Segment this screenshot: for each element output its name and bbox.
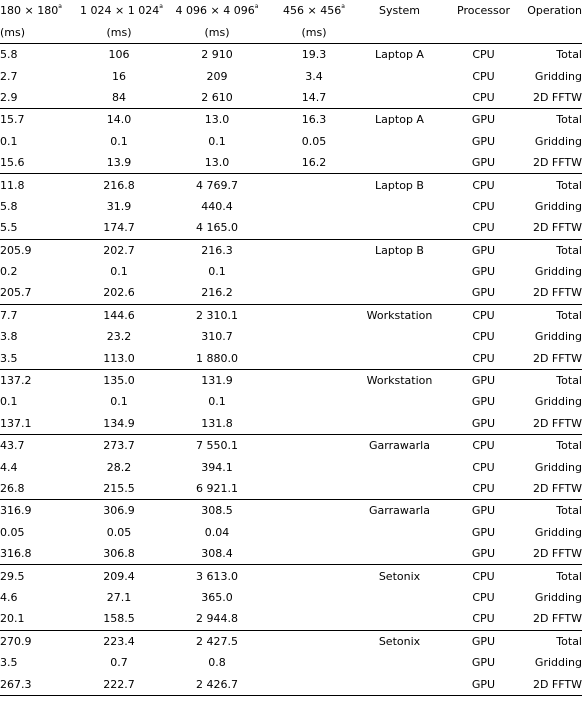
processor-cell: GPU [447,152,520,174]
value-456 [276,608,352,630]
value-180: 4.6 [0,590,18,604]
unit-label: (ms) [80,21,158,44]
value-456 [276,326,352,347]
table-row [0,44,582,66]
system-cell: Workstation [366,374,433,388]
operation-cell: Total [556,569,582,583]
value-180: 0.1 [0,134,18,148]
table-row [0,261,582,282]
value-456 [276,196,352,217]
table-row [0,131,582,152]
value-456 [276,435,352,457]
table-row [0,522,582,543]
value-1024: 113.0 [80,347,158,369]
table-row [0,652,582,673]
value-180: 2.7 [0,69,18,83]
processor-cell: GPU [471,134,496,148]
system-cell: Setonix [378,634,421,648]
value-4096: 209 [206,69,228,83]
column-header-1024: 1 024 × 1 024$^a$ [80,3,163,17]
processor-cell: GPU [471,395,496,409]
value-456: 14.7 [276,87,352,109]
system-cell [352,478,447,500]
value-456 [276,239,352,261]
value-4096: 0.1 [208,395,226,409]
system-cell [352,608,447,630]
system-cell: Garrawarla [369,439,430,453]
operation-cell: Gridding [534,199,582,213]
system-cell [352,543,447,565]
processor-cell: GPU [471,504,496,518]
value-180: 267.3 [0,673,80,695]
system-cell [352,391,447,412]
value-1024: 0.1 [110,265,128,279]
value-456 [276,369,352,391]
value-1024: 144.6 [103,308,135,322]
unit-label: (ms) [158,21,276,44]
system-cell [352,673,447,695]
table-row [0,196,582,217]
operation-cell: Total [556,439,582,453]
processor-cell: GPU [471,656,496,670]
table-row [0,391,582,412]
operation-cell: 2D FFTW [520,347,582,369]
value-4096: 131.9 [201,374,233,388]
value-4096: 216.3 [201,243,233,257]
value-180: 29.5 [0,569,25,583]
system-cell [352,131,447,152]
header-row [0,0,582,21]
value-180: 5.8 [0,48,18,62]
processor-cell: CPU [472,48,495,62]
value-180: 2.9 [0,87,80,109]
system-cell: Garrawarla [369,504,430,518]
value-4096: 2 944.8 [158,608,276,630]
operation-cell: Total [556,113,582,127]
value-1024: 31.9 [106,199,132,213]
processor-cell: GPU [447,543,520,565]
table-row [0,673,582,695]
system-cell [352,261,447,282]
value-180: 3.5 [0,656,18,670]
value-180: 137.2 [0,374,32,388]
operation-cell: Total [556,178,582,192]
value-4096: 365.0 [201,590,233,604]
system-cell [352,217,447,239]
table-row [0,65,582,86]
value-456: 3.4 [305,69,323,83]
value-1024: 27.1 [106,590,132,604]
value-1024: 135.0 [103,374,135,388]
table-row [0,565,582,587]
value-180: 0.05 [0,525,25,539]
value-4096: 3 613.0 [196,569,238,583]
processor-cell: CPU [472,590,495,604]
operation-cell: Gridding [534,395,582,409]
system-cell [352,413,447,435]
processor-cell: GPU [471,525,496,539]
value-1024: 0.1 [110,395,128,409]
value-180: 5.5 [0,217,80,239]
value-1024: 13.9 [80,152,158,174]
value-456 [276,282,352,304]
value-180: 205.9 [0,243,32,257]
value-1024: 202.7 [103,243,135,257]
column-header-operation: Operation [527,4,582,17]
system-cell: Workstation [366,308,433,322]
processor-cell: CPU [472,439,495,453]
system-cell: Setonix [378,569,421,583]
system-cell [352,347,447,369]
value-456 [276,261,352,282]
table-row [0,87,582,109]
value-1024: 0.05 [106,525,132,539]
processor-cell: GPU [471,113,496,127]
value-4096: 13.0 [158,152,276,174]
value-456 [276,413,352,435]
system-cell [352,456,447,477]
table-row [0,282,582,304]
column-header-4096: 4 096 × 4 096$^a$ [175,3,259,17]
value-1024: 158.5 [80,608,158,630]
value-456 [276,456,352,477]
operation-cell: 2D FFTW [520,543,582,565]
processor-cell: CPU [447,608,520,630]
value-180: 3.5 [0,347,80,369]
table-body [0,44,582,696]
table-row [0,456,582,477]
value-456 [276,522,352,543]
value-4096: 2 310.1 [196,308,238,322]
system-cell [352,282,447,304]
system-cell [352,65,447,86]
value-1024: 28.2 [106,460,132,474]
operation-cell: 2D FFTW [520,673,582,695]
processor-cell: CPU [472,308,495,322]
value-180: 11.8 [0,178,25,192]
value-180: 316.9 [0,504,32,518]
value-456 [276,652,352,673]
table-row [0,630,582,652]
processor-cell: GPU [471,374,496,388]
table-row [0,500,582,522]
processor-cell: GPU [471,265,496,279]
value-4096: 2 426.7 [158,673,276,695]
value-180: 15.7 [0,113,25,127]
value-4096: 0.1 [208,265,226,279]
value-456 [276,478,352,500]
processor-cell: CPU [447,347,520,369]
operation-cell: Gridding [534,330,582,344]
value-4096: 308.5 [201,504,233,518]
value-4096: 13.0 [204,113,230,127]
value-4096: 2 610 [158,87,276,109]
table-row [0,435,582,457]
value-4096: 216.2 [158,282,276,304]
table-row [0,587,582,608]
operation-cell: 2D FFTW [520,217,582,239]
value-456 [276,587,352,608]
value-1024: 84 [80,87,158,109]
operation-cell: Total [556,243,582,257]
value-456 [276,500,352,522]
value-180: 0.2 [0,265,18,279]
value-4096: 440.4 [201,199,233,213]
value-180: 5.8 [0,199,18,213]
operation-cell: Gridding [534,525,582,539]
processor-cell: CPU [472,199,495,213]
value-1024: 223.4 [103,634,135,648]
value-4096: 131.8 [158,413,276,435]
value-4096: 7 550.1 [196,439,238,453]
value-456: 16.3 [301,113,327,127]
table-row [0,413,582,435]
processor-cell: CPU [472,330,495,344]
value-180: 43.7 [0,439,25,453]
unit-label [520,21,582,44]
units-row [0,21,582,44]
value-456 [276,391,352,412]
system-cell: Laptop B [375,243,424,257]
table-row [0,217,582,239]
value-456: 19.3 [301,48,327,62]
table-row [0,109,582,131]
value-4096: 4 769.7 [196,178,238,192]
value-4096: 394.1 [201,460,233,474]
unit-label: (ms) [276,21,352,44]
operation-cell: Total [556,634,582,648]
value-1024: 215.5 [80,478,158,500]
value-180: 20.1 [0,608,80,630]
value-456 [276,673,352,695]
processor-cell: CPU [447,87,520,109]
system-cell [352,522,447,543]
operation-cell: Gridding [534,460,582,474]
value-1024: 273.7 [103,439,135,453]
processor-cell: CPU [447,217,520,239]
processor-cell: CPU [472,69,495,83]
operation-cell: Total [556,504,582,518]
operation-cell: 2D FFTW [520,152,582,174]
value-1024: 209.4 [103,569,135,583]
value-456 [276,543,352,565]
operation-cell: 2D FFTW [520,608,582,630]
value-456 [276,347,352,369]
unit-label [352,21,447,44]
value-180: 0.1 [0,395,18,409]
value-180: 270.9 [0,634,32,648]
value-456: 16.2 [276,152,352,174]
operation-cell: Total [556,374,582,388]
value-180: 205.7 [0,282,80,304]
table-row [0,608,582,630]
processor-cell: GPU [447,673,520,695]
column-header-180: $180 \times 180^a$ [0,3,62,17]
value-4096: 1 880.0 [158,347,276,369]
table-row [0,369,582,391]
value-4096: 0.8 [208,656,226,670]
value-180: 15.6 [0,152,80,174]
operation-cell: Gridding [534,265,582,279]
value-4096: 4 165.0 [158,217,276,239]
value-1024: 216.8 [103,178,135,192]
operation-cell: Gridding [534,134,582,148]
value-1024: 202.6 [80,282,158,304]
value-1024: 222.7 [80,673,158,695]
unit-label [447,21,520,44]
value-1024: 174.7 [80,217,158,239]
system-cell [352,326,447,347]
table-row [0,239,582,261]
value-180: 26.8 [0,478,80,500]
table-row [0,152,582,174]
value-180: 4.4 [0,460,18,474]
processor-cell: GPU [471,243,496,257]
value-1024: 306.9 [103,504,135,518]
value-1024: 306.8 [80,543,158,565]
value-1024: 14.0 [106,113,132,127]
operation-cell: 2D FFTW [520,282,582,304]
value-4096: 308.4 [158,543,276,565]
processor-cell: GPU [447,282,520,304]
table-row [0,543,582,565]
value-1024: 0.7 [110,656,128,670]
operation-cell: 2D FFTW [520,413,582,435]
value-456 [276,304,352,326]
value-1024: 23.2 [106,330,132,344]
table-row [0,347,582,369]
system-cell: Laptop A [375,113,424,127]
value-456 [276,630,352,652]
column-header-456: $456 \times 456^a$ [283,3,345,17]
processor-cell: CPU [447,478,520,500]
value-180: 3.8 [0,330,18,344]
operation-cell: Total [556,48,582,62]
value-4096: 0.04 [204,525,230,539]
processor-cell: CPU [472,460,495,474]
operation-cell: 2D FFTW [520,478,582,500]
operation-cell: Gridding [534,656,582,670]
processor-cell: GPU [471,634,496,648]
unit-label: (ms) [0,21,80,44]
table-row [0,174,582,196]
column-header-system: System [378,4,421,17]
value-180: 7.7 [0,308,18,322]
system-cell [352,87,447,109]
processor-cell: GPU [447,413,520,435]
operation-cell: Gridding [534,69,582,83]
system-cell: Laptop B [375,178,424,192]
value-456 [276,174,352,196]
processor-cell: CPU [472,178,495,192]
value-1024: 106 [108,48,130,62]
system-cell [352,196,447,217]
value-4096: 6 921.1 [158,478,276,500]
table-row [0,304,582,326]
system-cell: Laptop A [375,48,424,62]
value-456 [276,217,352,239]
value-4096: 0.1 [208,134,226,148]
operation-cell: Gridding [534,590,582,604]
value-456 [276,565,352,587]
column-header-processor: Processor [457,4,510,17]
value-456: 0.05 [301,134,327,148]
operation-cell: 2D FFTW [520,87,582,109]
table-row [0,478,582,500]
operation-cell: Total [556,308,582,322]
table-row [0,326,582,347]
value-1024: 16 [112,69,126,83]
value-4096: 2 427.5 [196,634,238,648]
system-cell [352,652,447,673]
value-4096: 310.7 [201,330,233,344]
system-cell [352,152,447,174]
value-180: 137.1 [0,413,80,435]
system-cell [352,587,447,608]
value-1024: 0.1 [110,134,128,148]
value-4096: 2 910 [201,48,233,62]
value-1024: 134.9 [80,413,158,435]
value-180: 316.8 [0,543,80,565]
processor-cell: CPU [472,569,495,583]
